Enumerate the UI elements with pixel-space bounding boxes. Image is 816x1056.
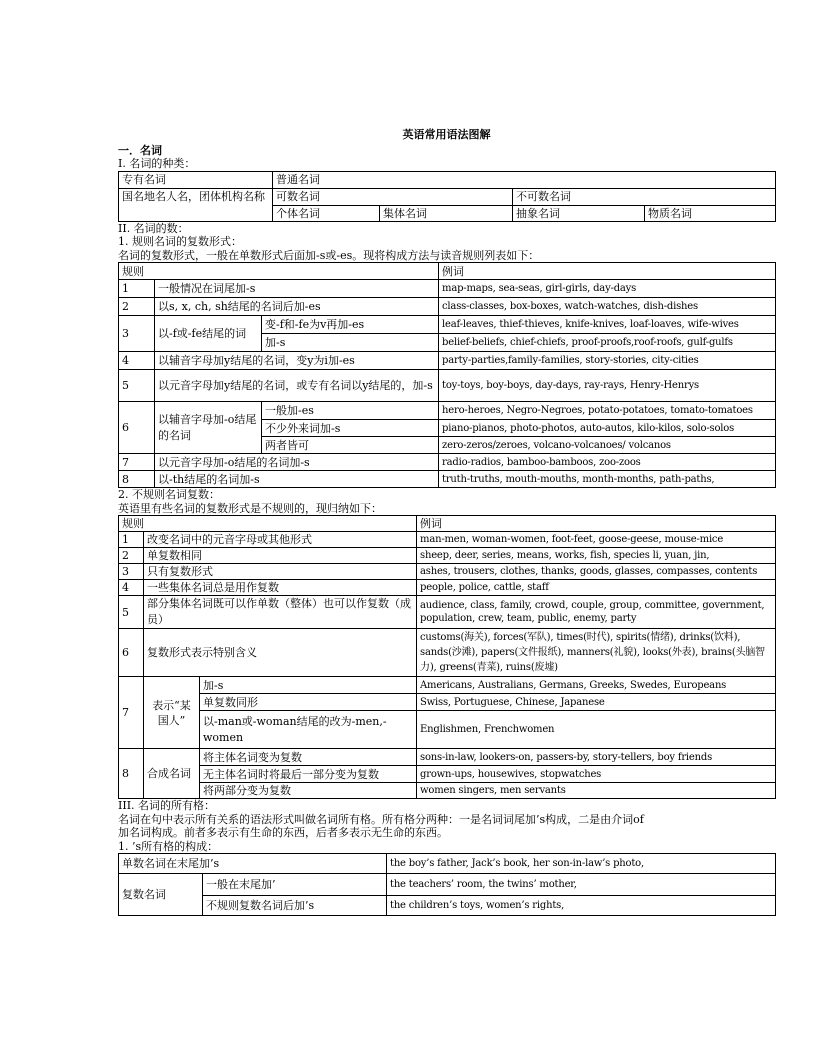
regular-heading: 1. 规则名词的复数形式： <box>118 235 242 248</box>
sub-rule-cell: 以-man或-woman结尾的改为-men,-women <box>200 711 417 749</box>
cell-proper: 专有名词 <box>119 171 273 188</box>
cell-proper-desc: 国名地名人名，团体机构名称 <box>119 188 273 221</box>
table-row <box>119 316 776 334</box>
example-cell: leaf-leaves, thief-thieves, knife-knives, loaf-loaves, wife-wives <box>439 316 776 334</box>
cell-individual: 个体名词 <box>273 205 380 221</box>
example-cell: Americans, Australians, Germans, Greeks, Swedes, Europeans <box>417 677 776 694</box>
example-cell: piano-pianos, photo-photos, auto-autos, kilo-kilos, solo-solos <box>439 420 776 437</box>
irregular-intro: 英语里有些名词的复数形式是不规则的，现归纳如下： <box>118 501 382 515</box>
possessive-intro-2: 加名词构成。前者多表示有生命的东西，后者多表示无生命的东西。 <box>118 826 448 839</box>
number-heading: II. 名词的数： <box>118 221 189 235</box>
rule-cell: 单复数相同 <box>144 548 417 564</box>
table-row <box>119 783 776 799</box>
row-number: 1 <box>119 280 155 298</box>
rule-cell: 以-th结尾的名词加-s <box>155 471 439 488</box>
example-cell: the teachers’ room, the twins’ mother, <box>387 874 776 896</box>
example-cell: Englishmen, Frenchwomen <box>417 711 776 749</box>
table-row <box>119 564 776 580</box>
table-row <box>119 298 776 316</box>
rule-cell: 以辅音字母加-o结尾的名词 <box>155 402 262 454</box>
document-page <box>118 128 775 916</box>
row-number: 4 <box>119 352 155 370</box>
possessive-sub-heading: 1. ’s所有格的构成： <box>118 839 219 853</box>
rule-cell: 只有复数形式 <box>144 564 417 580</box>
sub-rule-cell: 将主体名词变为复数 <box>200 749 417 766</box>
kinds-heading: I. 名词的种类： <box>118 157 196 170</box>
possessive-table <box>118 853 776 916</box>
table-row <box>119 694 776 711</box>
example-cell: grown-ups, housewives, stopwatches <box>417 766 776 783</box>
sub-rule-cell: 一般在末尾加’ <box>203 874 387 896</box>
example-cell: map-maps, sea-seas, girl-girls, day-days <box>439 280 776 298</box>
rule-cell: 以元音字母加y结尾的名词，或专有名词以y结尾的，加-s <box>155 370 439 402</box>
example-cell: ashes, trousers, clothes, thanks, goods, glasses, compasses, contents <box>417 564 776 580</box>
rule-cell: 以辅音字母加y结尾的名词，变y为i加-es <box>155 352 439 370</box>
row-number: 5 <box>119 596 144 629</box>
example-cell: customs(海关), forces(军队), times(时代), spirits(情绪), drinks(饮料), sands(沙滩), papers(文件报纸), manners(礼貌), looks(外表), brains(头脑智力), greens(青菜), ruins(废墟) <box>417 629 776 677</box>
header-rule: 规则 <box>119 516 417 532</box>
irregular-plural-table <box>118 515 776 799</box>
table-row <box>119 352 776 370</box>
row-number: 3 <box>119 316 155 352</box>
sub-rule-cell: 一般加-es <box>262 402 439 420</box>
cell-abstract: 抽象名词 <box>513 205 645 221</box>
table-row <box>119 370 776 402</box>
example-cell: Swiss, Portuguese, Chinese, Japanese <box>417 694 776 711</box>
rule-cell: 复数名词 <box>119 874 203 916</box>
rule-cell: 以s, x, ch, sh结尾的名词后加-es <box>155 298 439 316</box>
noun-kinds-table <box>118 171 776 222</box>
example-cell: man-men, woman-women, foot-feet, goose-geese, mouse-mice <box>417 532 776 548</box>
example-cell: party-parties,family-families, story-stories, city-cities <box>439 352 776 370</box>
row-number: 6 <box>119 629 144 677</box>
row-number: 3 <box>119 564 144 580</box>
example-cell: hero-heroes, Negro-Negroes, potato-potatoes, tomato-tomatoes <box>439 402 776 420</box>
cell-common: 普通名词 <box>273 171 776 188</box>
example-cell: audience, class, family, crowd, couple, group, committee, government, population, crew, team, public, enemy, party <box>417 596 776 629</box>
table-row <box>119 532 776 548</box>
example-cell: toy-toys, boy-boys, day-days, ray-rays, Henry-Henrys <box>439 370 776 402</box>
sub-rule-cell: 加-s <box>262 334 439 352</box>
table-row <box>119 766 776 783</box>
example-cell: the children’s toys, women’s rights, <box>387 896 776 916</box>
rule-cell: 单数名词在末尾加’s <box>119 854 387 874</box>
rule-cell: 以元音字母加-o结尾的名词加-s <box>155 454 439 471</box>
sub-rule-cell: 不少外来词加-s <box>262 420 439 437</box>
example-cell: sheep, deer, series, means, works, fish, species li, yuan, jin, <box>417 548 776 564</box>
rule-cell: 合成名词 <box>144 749 200 799</box>
rule-cell: 复数形式表示特别含义 <box>144 629 417 677</box>
row-number: 2 <box>119 548 144 564</box>
cell-collective: 集体名词 <box>380 205 513 221</box>
row-number: 8 <box>119 749 144 799</box>
possessive-intro-1: 名词在句中表示所有关系的语法形式叫做名词所有格。所有格分两种：一是名词词尾加’s构成，二是由介词of <box>118 812 644 826</box>
cell-material: 物质名词 <box>645 205 776 221</box>
table-row <box>119 874 776 896</box>
cell-uncountable: 不可数名词 <box>513 188 776 205</box>
row-number: 1 <box>119 532 144 548</box>
example-cell: radio-radios, bamboo-bamboos, zoo-zoos <box>439 454 776 471</box>
row-number: 7 <box>119 454 155 471</box>
example-cell: belief-beliefs, chief-chiefs, proof-proofs,roof-roofs, gulf-gulfs <box>439 334 776 352</box>
table-row <box>119 629 776 677</box>
rule-cell: 一般情况在词尾加-s <box>155 280 439 298</box>
row-number: 8 <box>119 471 155 488</box>
row-number: 4 <box>119 580 144 596</box>
sub-rule-cell: 将两部分变为复数 <box>200 783 417 799</box>
regular-intro: 名词的复数形式，一般在单数形式后面加-s或-es。现将构成方法与读音规则列表如下： <box>118 248 540 262</box>
row-number: 2 <box>119 298 155 316</box>
header-rule: 规则 <box>119 263 439 280</box>
example-cell: truth-truths, mouth-mouths, month-months, path-paths, <box>439 471 776 488</box>
sub-rule-cell: 变-f和-fe为v再加-es <box>262 316 439 334</box>
rule-cell: 改变名词中的元音字母或其他形式 <box>144 532 417 548</box>
table-row <box>119 854 776 874</box>
table-row <box>119 454 776 471</box>
header-example: 例词 <box>439 263 776 280</box>
table-row <box>119 548 776 564</box>
rule-cell: 部分集体名词既可以作单数（整体）也可以作复数（成员） <box>144 596 417 629</box>
table-row <box>119 749 776 766</box>
example-cell: people, police, cattle, staff <box>417 580 776 596</box>
example-cell: the boy’s father, Jack’s book, her son-in-law’s photo, <box>387 854 776 874</box>
cell-countable: 可数名词 <box>273 188 513 205</box>
rule-cell: 一些集体名词总是用作复数 <box>144 580 417 596</box>
irregular-heading: 2. 不规则名词复数： <box>118 488 220 501</box>
section-heading-nouns: 一．名词 <box>118 144 162 157</box>
table-row <box>119 596 776 629</box>
table-row <box>119 280 776 298</box>
row-number: 6 <box>119 402 155 454</box>
table-row <box>119 711 776 749</box>
table-row <box>119 580 776 596</box>
example-cell: class-classes, box-boxes, watch-watches, dish-dishes <box>439 298 776 316</box>
example-cell: women singers, men servants <box>417 783 776 799</box>
header-example: 例词 <box>417 516 776 532</box>
possessive-heading: III. 名词的所有格： <box>118 799 216 812</box>
sub-rule-cell: 不规则复数名词后加’s <box>203 896 387 916</box>
regular-plural-table <box>118 262 776 488</box>
sub-rule-cell: 单复数同形 <box>200 694 417 711</box>
sub-rule-cell: 无主体名词时将最后一部分变为复数 <box>200 766 417 783</box>
example-cell: sons-in-law, lookers-on, passers-by, story-tellers, boy friends <box>417 749 776 766</box>
table-row <box>119 471 776 488</box>
table-row <box>119 402 776 420</box>
rule-cell: 以-f或-fe结尾的词 <box>155 316 262 352</box>
table-row <box>119 896 776 916</box>
row-number: 7 <box>119 677 144 749</box>
page-title: 英语常用语法图解 <box>402 128 491 141</box>
row-number: 5 <box>119 370 155 402</box>
sub-rule-cell: 两者皆可 <box>262 437 439 454</box>
rule-cell: 表示“某国人” <box>144 677 200 749</box>
table-row <box>119 677 776 694</box>
sub-rule-cell: 加-s <box>200 677 417 694</box>
example-cell: zero-zeros/zeroes, volcano-volcanoes/ volcanos <box>439 437 776 454</box>
